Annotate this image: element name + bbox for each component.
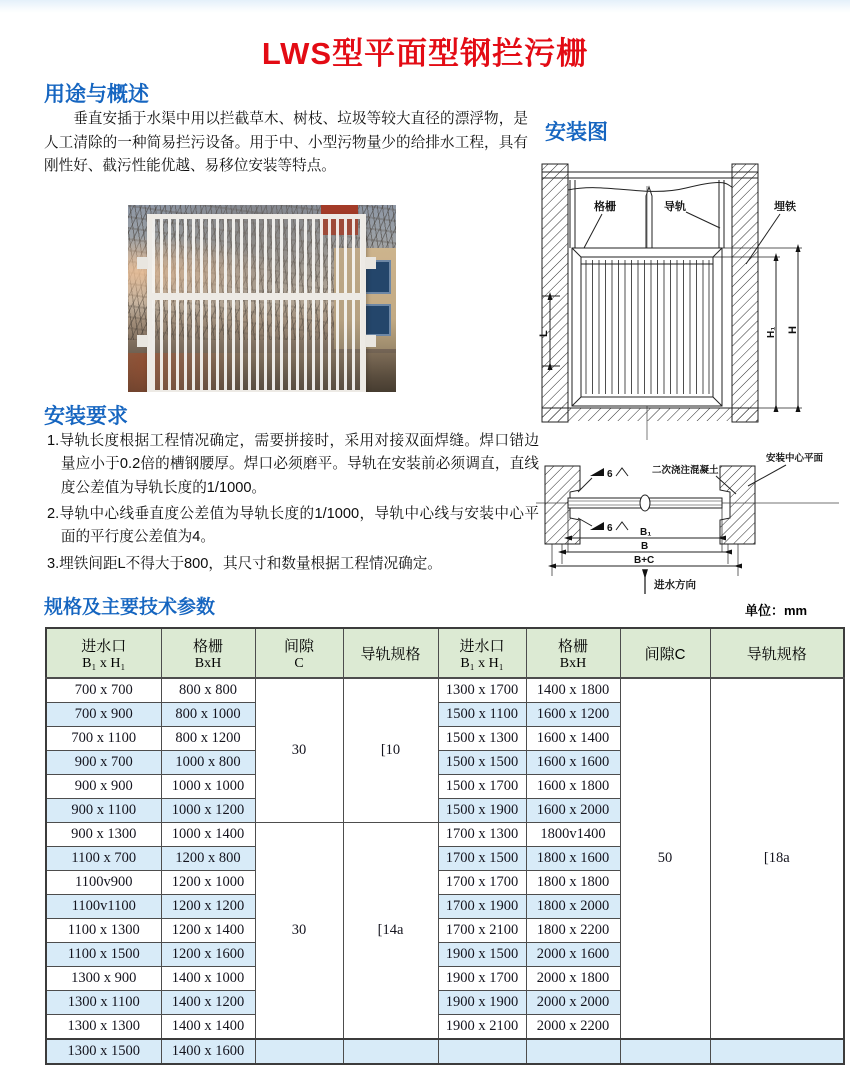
spec-cell: 1800 x 2000 [526,895,620,919]
spec-cell: 1800 x 1600 [526,847,620,871]
specs-heading: 规格及主要技术参数 [44,597,216,618]
spec-cell: 900 x 1100 [46,799,161,823]
spec-cell [710,1039,844,1064]
spec-cell: 1400 x 1400 [161,1015,255,1040]
specs-table-body [46,678,844,1064]
spec-cell: 1800 x 1800 [526,871,620,895]
front-view-diagram [536,156,850,446]
spec-cell: 700 x 700 [46,678,161,703]
spec-cell: 1400 x 1800 [526,678,620,703]
spec-cell: 1700 x 1900 [438,895,526,919]
spec-cell [438,1039,526,1064]
spec-cell: 1600 x 1600 [526,751,620,775]
grille-label: 格栅 [594,201,616,213]
weld-symbol-bottom [590,522,604,530]
product-photo [128,205,396,392]
spec-cell: 30 [255,678,343,823]
spec-cell: 1300 x 1100 [46,991,161,1015]
spec-cell: 1500 x 1500 [438,751,526,775]
overview-paragraph: 垂直安插于水渠中用以拦截草木、树枝、垃圾等较大直径的漂浮物，是人工清除的一种简易拦污设备。用于中、小型污物量少的给排水工程，具有刚性好、截污性能优越、易移位安装等特点。 [44,111,528,175]
right-wall-plan [720,466,755,544]
requirement-item: 2.导轨中心线垂直度公差值为导轨长度的1/1000，导轨中心线与安装中心平面的平行度公差值为4。 [47,506,539,546]
spec-cell: 1700 x 1300 [438,823,526,847]
rail-label: 导轨 [664,201,686,213]
photo-rack-lug [365,335,376,347]
photo-rack-lug [137,335,148,347]
center-plane-label: 安装中心平面 [766,453,824,464]
spec-cell: 800 x 800 [161,678,255,703]
spec-cell: 1300 x 1300 [46,1015,161,1040]
spec-cell: 900 x 900 [46,775,161,799]
dim-l-label: L [538,330,550,337]
spec-cell: 1500 x 1700 [438,775,526,799]
weld-size-bottom: 6 [607,523,613,534]
spec-col-header: 进水口 B₁ x H₁ [438,628,526,678]
spec-row [46,678,844,703]
spec-cell: 1900 x 2100 [438,1015,526,1040]
spec-cell: 1400 x 1200 [161,991,255,1015]
spec-cell [526,1039,620,1064]
spec-cell: 1800 x 2200 [526,919,620,943]
spec-cell: 700 x 900 [46,703,161,727]
spec-cell: 1300 x 1500 [46,1039,161,1064]
requirement-item: 1.导轨长度根据工程情况确定，需要拼接时，采用对接双面焊缝。焊口错边量应小于0.2倍的槽钢腰厚。焊口必须磨平。导轨在安装前必须调直，直线度公差值为导轨长度的1/1000。 [47,433,539,496]
spec-cell: 1500 x 1900 [438,799,526,823]
dim-h-label: H [787,326,799,334]
spec-cell [620,1039,710,1064]
spec-cell: 800 x 1200 [161,727,255,751]
spec-cell: 1100 x 1500 [46,943,161,967]
spec-cell: 30 [255,823,343,1040]
spec-col-header: 格栅 BxH [526,628,620,678]
requirement-item: 3.埋铁间距L不得大于800，其尺寸和数量根据工程情况确定。 [47,555,442,572]
rack-outer-frame [572,248,722,406]
spec-cell: 50 [620,678,710,1039]
spec-cell: 900 x 700 [46,751,161,775]
spec-cell: 1300 x 1700 [438,678,526,703]
lifting-lug [640,495,650,511]
concrete-label: 二次浇注混凝土 [652,465,719,476]
overview-heading: 用途与概述 [44,83,149,106]
spec-cell: 1200 x 800 [161,847,255,871]
spec-cell: 1700 x 1700 [438,871,526,895]
dim-bc-label: B+C [634,555,655,566]
ground-hatch [542,408,758,421]
spec-cell: 2000 x 1800 [526,967,620,991]
embed-iron-label: 埋铁 [774,201,796,213]
specs-table [45,627,845,1065]
install-requirements-list [47,430,539,579]
spec-col-header: 进水口 B₁ x H₁ [46,628,161,678]
spec-cell: 1300 x 900 [46,967,161,991]
spec-col-header: 格栅 BxH [161,628,255,678]
spec-cell: 1900 x 1500 [438,943,526,967]
spec-cell: 1600 x 2000 [526,799,620,823]
specs-table-head [46,628,844,678]
spec-cell: [14a [343,823,438,1040]
spec-cell: 1000 x 1400 [161,823,255,847]
spec-cell: 2000 x 2000 [526,991,620,1015]
spec-cell: 2000 x 2200 [526,1015,620,1040]
spec-cell: 800 x 1000 [161,703,255,727]
spec-cell: [10 [343,678,438,823]
spec-cell: 1100 x 700 [46,847,161,871]
spec-cell: 1200 x 1200 [161,895,255,919]
spec-cell: 1000 x 800 [161,751,255,775]
spec-cell: 1400 x 1000 [161,967,255,991]
spec-cell: 1500 x 1100 [438,703,526,727]
photo-rack-lug [365,257,376,269]
photo-rack-lug [137,257,148,269]
unit-label: 单位：mm [745,603,808,618]
spec-cell: 900 x 1300 [46,823,161,847]
spec-cell: 1200 x 1600 [161,943,255,967]
dim-h1-label: H₁ [766,326,777,338]
spec-cell: 1100 x 1300 [46,919,161,943]
photo-trash-rack [147,214,366,392]
spec-cell [255,1039,343,1064]
photo-rack-beam [147,293,366,300]
page-title: LWS型平面型钢拦污栅 [261,36,589,71]
spec-cell: 700 x 1100 [46,727,161,751]
spec-cell: 1800v1400 [526,823,620,847]
left-wall [542,164,568,422]
install-requirements-heading: 安装要求 [44,405,128,428]
spec-cell: 1100v1100 [46,895,161,919]
spec-cell: 1200 x 1400 [161,919,255,943]
install-diagram-heading: 安装图 [545,121,608,144]
spec-cell: 1700 x 2100 [438,919,526,943]
weld-symbol-top [590,468,604,476]
spec-cell: 1500 x 1300 [438,727,526,751]
spec-cell: 2000 x 1600 [526,943,620,967]
spec-col-header: 间隙C [620,628,710,678]
flow-direction-label: 进水方向 [654,579,696,591]
spec-cell [343,1039,438,1064]
top-accent-band [0,0,850,13]
dim-b1-label: B₁ [640,527,652,538]
spec-col-header: 导轨规格 [710,628,844,678]
spec-col-header: 导轨规格 [343,628,438,678]
dim-b-label: B [641,541,649,552]
spec-cell: 1600 x 1200 [526,703,620,727]
spec-cell: 1400 x 1600 [161,1039,255,1064]
spec-cell: 1000 x 1000 [161,775,255,799]
spec-cell: 1600 x 1800 [526,775,620,799]
right-wall [732,164,758,422]
spec-cell: 1200 x 1000 [161,871,255,895]
spec-cell: 1600 x 1400 [526,727,620,751]
spec-cell: [18a [710,678,844,1039]
spec-cell: 1000 x 1200 [161,799,255,823]
spec-cell: 1900 x 1700 [438,967,526,991]
spec-cell: 1100v900 [46,871,161,895]
weld-size-top: 6 [607,469,613,480]
spec-col-header: 间隙 C [255,628,343,678]
photo-window [364,304,391,336]
spec-row [46,1039,844,1064]
plan-view-diagram [534,446,850,604]
spec-cell: 1700 x 1500 [438,847,526,871]
spec-cell: 1900 x 1900 [438,991,526,1015]
